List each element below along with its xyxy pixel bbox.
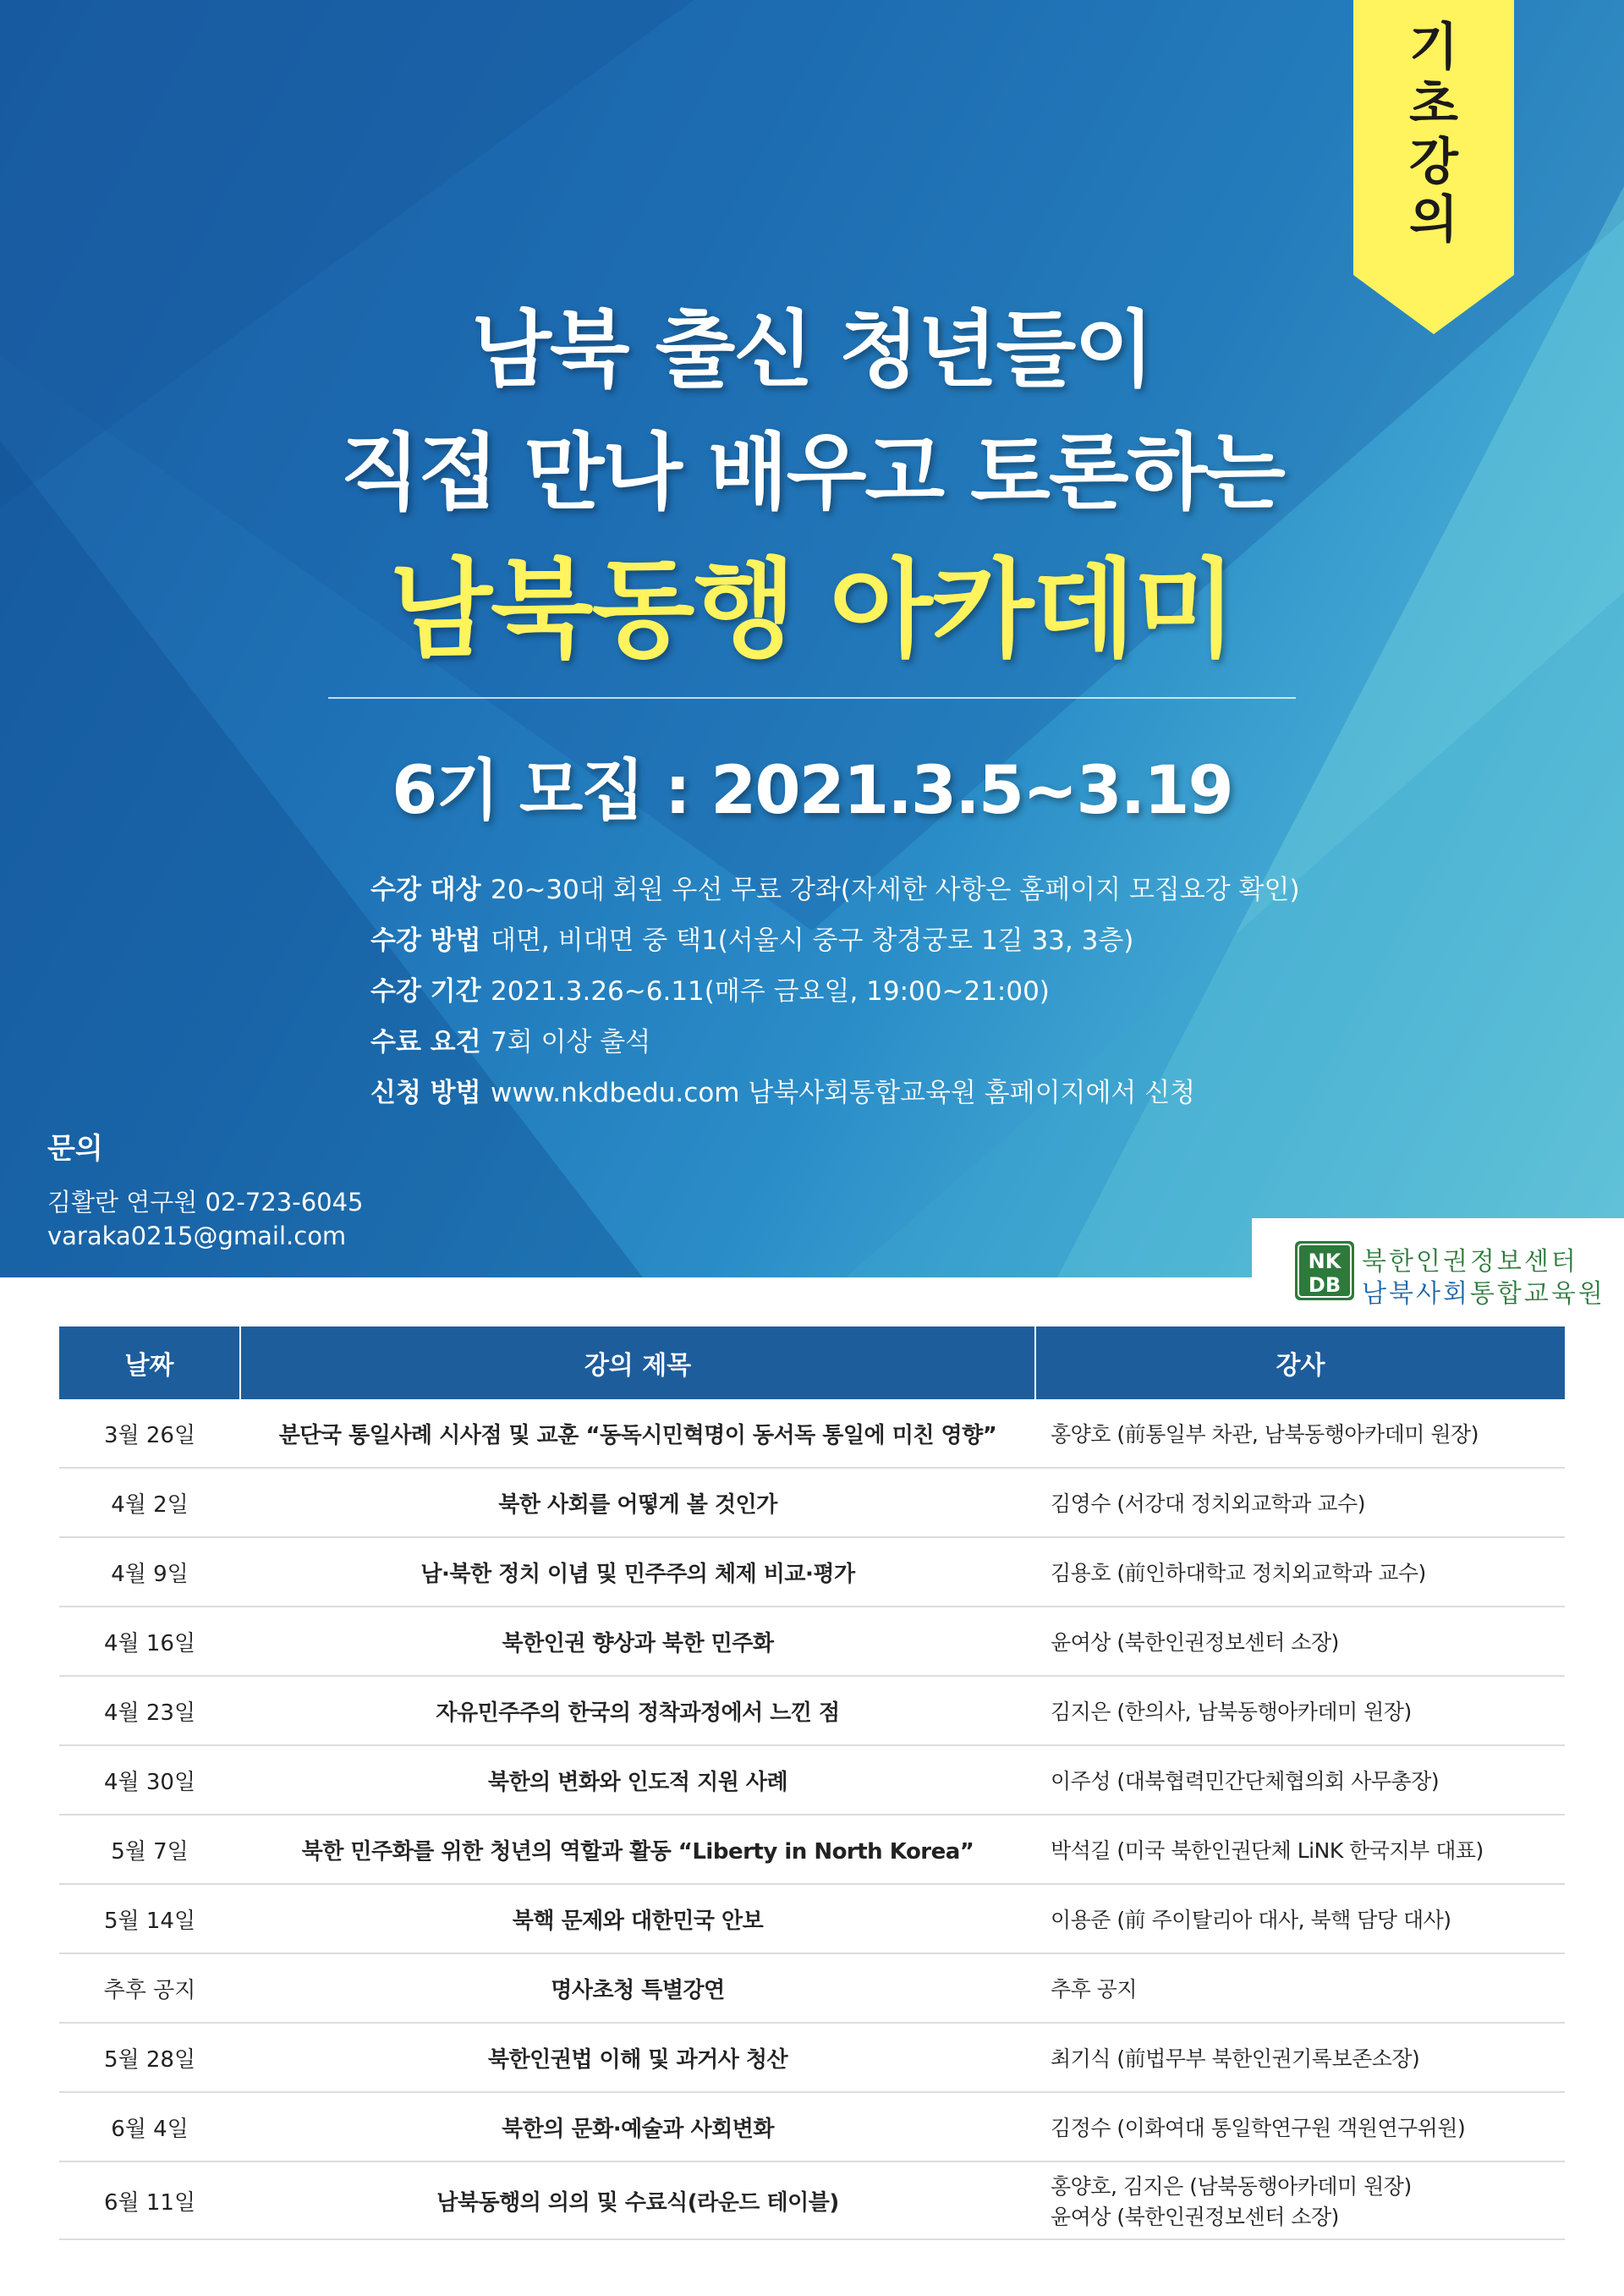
badge-char: 강 xyxy=(1409,133,1458,192)
row-date: 5월 28일 xyxy=(59,2023,240,2092)
org-name-2a: 남북사회 xyxy=(1362,1279,1470,1309)
table-row xyxy=(59,2023,1565,2092)
row-date: 6월 4일 xyxy=(59,2092,240,2161)
org-name-2 xyxy=(1362,1272,1605,1310)
row-lecturer-line-2: 윤여상 (북한인권정보센터 소장) xyxy=(1051,2205,1339,2229)
row-title: 북한 민주화를 위한 청년의 역할과 활동 “Liberty in North Korea” xyxy=(240,1815,1035,1884)
course-info xyxy=(370,861,1300,1115)
row-title: 자유민주주의 한국의 정착과정에서 느낀 점 xyxy=(240,1676,1035,1745)
row-title: 명사초청 특별강연 xyxy=(240,1953,1035,2023)
contact-info xyxy=(47,1125,364,1253)
info-row xyxy=(370,861,1300,912)
info-label: 수강 기간 xyxy=(370,975,481,1007)
row-title: 북핵 문제와 대한민국 안보 xyxy=(240,1884,1035,1953)
row-lecturer: 홍양호 (前통일부 차관, 남북동행아카데미 원장) xyxy=(1035,1399,1565,1468)
row-lecturer: 윤여상 (북한인권정보센터 소장) xyxy=(1035,1607,1565,1676)
logo-mark-bottom: DB xyxy=(1308,1273,1341,1297)
row-lecturer: 이주성 (대북협력민간단체협의회 사무총장) xyxy=(1035,1745,1565,1815)
logo-mark-top: NK xyxy=(1308,1250,1341,1273)
headline-line-1: 남북 출신 청년들이 xyxy=(471,302,1153,398)
info-row xyxy=(370,963,1300,1013)
org-name-1: 북한인권정보센터 xyxy=(1362,1247,1578,1277)
row-date: 4월 23일 xyxy=(59,1676,240,1745)
row-title: 남·북한 정치 이념 및 민주주의 체제 비교·평가 xyxy=(240,1537,1035,1607)
row-title: 남북동행의 의의 및 수료식(라운드 테이블) xyxy=(240,2161,1035,2239)
table-row xyxy=(59,1815,1565,1884)
table-row xyxy=(59,1607,1565,1676)
nkdb-logo-icon xyxy=(1294,1240,1355,1301)
row-title: 분단국 통일사례 시사점 및 교훈 “동독시민혁명이 동서독 통일에 미친 영향” xyxy=(240,1399,1035,1468)
row-lecturer: 김지은 (한의사, 남북동행아카데미 원장) xyxy=(1035,1676,1565,1745)
headline-line-2: 직접 만나 배우고 토론하는 xyxy=(340,425,1284,521)
table-header-row xyxy=(59,1327,1565,1399)
lecture-schedule-table xyxy=(59,1327,1565,2240)
divider xyxy=(328,697,1296,699)
contact-email[interactable]: varaka0215@gmail.com xyxy=(47,1222,347,1250)
row-lecturer-line-1: 홍양호, 김지은 (남북동행아카데미 원장) xyxy=(1051,2174,1412,2199)
row-lecturer: 김용호 (前인하대학교 정치외교학과 교수) xyxy=(1035,1537,1565,1607)
recruit-period: 6기 모집 : 2021.3.5~3.19 xyxy=(392,753,1232,829)
info-label: 신청 방법 xyxy=(370,1077,481,1108)
table-row xyxy=(59,1399,1565,1468)
row-lecturer: 추후 공지 xyxy=(1035,1953,1565,2023)
info-label: 수료 요건 xyxy=(370,1026,481,1057)
badge-char: 의 xyxy=(1409,190,1458,250)
row-title: 북한 사회를 어떻게 볼 것인가 xyxy=(240,1468,1035,1537)
row-lecturer: 김정수 (이화여대 통일학연구원 객원연구위원) xyxy=(1035,2092,1565,2161)
badge-char: 초 xyxy=(1409,75,1458,135)
header-title: 강의 제목 xyxy=(240,1327,1035,1399)
row-date: 4월 9일 xyxy=(59,1537,240,1607)
row-date: 추후 공지 xyxy=(59,1953,240,2023)
table-row xyxy=(59,1953,1565,2023)
info-row xyxy=(370,1013,1300,1064)
badge-char: 기 xyxy=(1409,18,1458,77)
row-lecturer: 김영수 (서강대 정치외교학과 교수) xyxy=(1035,1468,1565,1537)
header-date: 날짜 xyxy=(59,1327,240,1399)
row-lecturer xyxy=(1035,2161,1565,2239)
table-row xyxy=(59,1537,1565,1607)
table-row xyxy=(59,2092,1565,2161)
info-value[interactable]: www.nkdbedu.com 남북사회통합교육원 홈페이지에서 신청 xyxy=(491,1077,1196,1108)
info-row xyxy=(370,1064,1300,1115)
row-title: 북한의 문화·예술과 사회변화 xyxy=(240,2092,1035,2161)
info-value: 2021.3.26~6.11(매주 금요일, 19:00~21:00) xyxy=(491,975,1050,1007)
row-lecturer: 최기식 (前법무부 북한인권기록보존소장) xyxy=(1035,2023,1565,2092)
row-date: 5월 7일 xyxy=(59,1815,240,1884)
table-row xyxy=(59,1884,1565,1953)
table-row xyxy=(59,1676,1565,1745)
row-date: 5월 14일 xyxy=(59,1884,240,1953)
info-value: 20~30대 회원 우선 무료 강좌(자세한 사항은 홈페이지 모집요강 확인) xyxy=(491,874,1300,905)
header-lecturer: 강사 xyxy=(1035,1327,1565,1399)
row-title: 북한인권 향상과 북한 민주화 xyxy=(240,1607,1035,1676)
table-row xyxy=(59,1745,1565,1815)
row-title: 북한인권법 이해 및 과거사 청산 xyxy=(240,2023,1035,2092)
info-row xyxy=(370,912,1300,963)
row-lecturer: 박석길 (미국 북한인권단체 LiNK 한국지부 대표) xyxy=(1035,1815,1565,1884)
row-date: 4월 16일 xyxy=(59,1607,240,1676)
table-row xyxy=(59,1468,1565,1537)
academy-title: 남북동행 아카데미 xyxy=(389,547,1235,672)
info-label: 수강 대상 xyxy=(370,874,481,905)
info-label: 수강 방법 xyxy=(370,925,481,956)
contact-title: 문의 xyxy=(47,1132,103,1166)
org-name-2b: 통합교육원 xyxy=(1469,1279,1605,1309)
row-date: 6월 11일 xyxy=(59,2161,240,2239)
row-lecturer: 이용준 (前 주이탈리아 대사, 북핵 담당 대사) xyxy=(1035,1884,1565,1953)
row-date: 3월 26일 xyxy=(59,1399,240,1468)
organization-logo xyxy=(1252,1218,1624,1309)
row-date: 4월 30일 xyxy=(59,1745,240,1815)
row-date: 4월 2일 xyxy=(59,1468,240,1537)
contact-phone: 김활란 연구원 02-723-6045 xyxy=(47,1188,364,1217)
info-value: 7회 이상 출석 xyxy=(491,1026,651,1057)
table-row xyxy=(59,2161,1565,2239)
info-value: 대면, 비대면 중 택1(서울시 중구 창경궁로 1길 33, 3층) xyxy=(491,925,1134,956)
row-title: 북한의 변화와 인도적 지원 사례 xyxy=(240,1745,1035,1815)
